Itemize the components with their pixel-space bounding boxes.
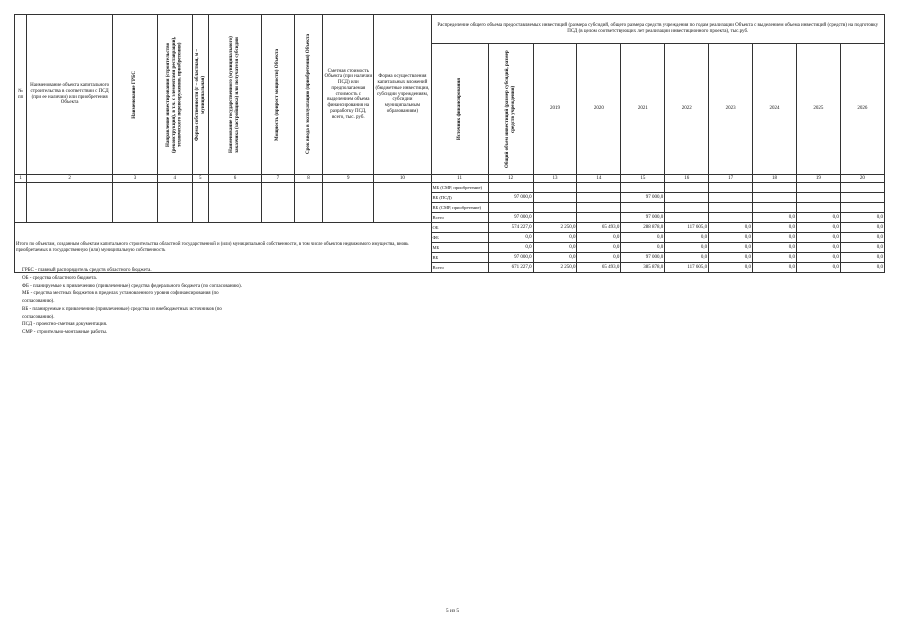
- column-number: 15: [621, 175, 665, 183]
- total-cell: 671 227,0: [488, 263, 533, 273]
- year-cell: [709, 203, 753, 213]
- source-cell: ВБ (ПСД): [431, 193, 488, 203]
- source-cell: ВБ: [431, 253, 488, 263]
- header-customer: Наименование государственного (муниципального) заказчика (застройщика) или получателя субсидии: [208, 15, 261, 175]
- column-number: 4: [157, 175, 192, 183]
- column-number: 12: [488, 175, 533, 183]
- object-form-cell: [374, 183, 431, 223]
- year-cell: [533, 203, 577, 213]
- legend-line: СМР - строительно-монтажные работы.: [22, 330, 108, 335]
- year-cell: 0,0: [621, 243, 665, 253]
- year-cell: [665, 193, 709, 203]
- header-year: 2022: [665, 44, 709, 175]
- object-grbs-cell: [113, 183, 158, 223]
- object-cost-cell: [323, 183, 374, 223]
- object-ownership-cell: [192, 183, 208, 223]
- header-year: 2023: [709, 44, 753, 175]
- header-row-1: [15, 15, 885, 44]
- header-term: Срок ввода в эксплуатацию (приобретения) Объекта: [294, 15, 323, 175]
- header-form: Форма осуществления капитальных вложений (бюджетные инвестиции, субсидии учреждениям, субсидии муниципальным образованиям): [374, 15, 431, 175]
- year-cell: 0,0: [533, 243, 577, 253]
- legend-line: ОБ - средства областного бюджета.: [22, 275, 98, 281]
- year-cell: 0,0: [840, 263, 884, 273]
- year-cell: 385 878,0: [621, 263, 665, 273]
- header-year: 2021: [621, 44, 665, 175]
- year-cell: [533, 183, 577, 193]
- year-cell: [577, 193, 621, 203]
- column-number: 2: [27, 175, 113, 183]
- year-cell: [577, 203, 621, 213]
- column-number: 19: [796, 175, 840, 183]
- year-cell: [709, 193, 753, 203]
- year-cell: [621, 183, 665, 193]
- header-cost: Сметная стоимость Объекта (при наличии ПСД) или предполагаемая стоимость с выделением объема финансирования на разработку ПСД, всего, тыс. руб.: [323, 15, 374, 175]
- year-cell: 97 000,0: [621, 193, 665, 203]
- total-cell: 97 000,0: [488, 253, 533, 263]
- year-cell: 0,0: [533, 233, 577, 243]
- year-cell: 0,0: [840, 213, 884, 223]
- year-cell: 0,0: [753, 223, 797, 233]
- year-cell: [533, 193, 577, 203]
- column-number: 13: [533, 175, 577, 183]
- legend-line: МБ - средства местных бюджетов в пределах установленного уровня софинансирования (по: [22, 291, 219, 297]
- year-cell: 0,0: [621, 233, 665, 243]
- abbreviation-legend: [22, 267, 322, 337]
- year-cell: [577, 183, 621, 193]
- year-cell: 288 878,0: [621, 223, 665, 233]
- header-num: № пп: [15, 15, 27, 175]
- total-cell: 0,0: [488, 243, 533, 253]
- column-number: 10: [374, 175, 431, 183]
- object-capacity-cell: [262, 183, 295, 223]
- header-year: 2019: [533, 44, 577, 175]
- year-cell: [709, 213, 753, 223]
- year-cell: [533, 213, 577, 223]
- object-name-cell: [27, 183, 113, 223]
- year-cell: 0,0: [577, 253, 621, 263]
- column-number: 17: [709, 175, 753, 183]
- year-cell: 0,0: [709, 263, 753, 273]
- header-direction: Направление инвестирования (строительство (реконструкция), в т.ч. с элементами реставрации), технического перевооружения, приобретения): [157, 15, 192, 175]
- year-cell: 0,0: [840, 243, 884, 253]
- source-cell: Всего: [431, 263, 488, 273]
- legend-line: ГРБС - главный распорядитель средств областного бюджета.: [22, 268, 152, 273]
- page-number: 5 из 5: [445, 608, 460, 614]
- year-cell: 0,0: [665, 243, 709, 253]
- legend-line: ВБ - планируемые к привлечению (привлеченные) средства из внебюджетных источников (по: [22, 306, 222, 312]
- year-cell: 2 250,0: [533, 223, 577, 233]
- column-number: 7: [262, 175, 295, 183]
- year-cell: [665, 213, 709, 223]
- year-cell: 0,0: [709, 233, 753, 243]
- header-ownership: Форма собственности (г – областная, м – муниципальная): [192, 15, 208, 175]
- year-cell: 117 605,0: [665, 223, 709, 233]
- year-cell: 0,0: [753, 233, 797, 243]
- header-distribution: Распределение общего объема предоставляемых инвестиций (размера субсидий, общего размера средств учреждения по годам реализации Объекта с выделением объема инвестиций (средств) на подготовку ПСД (в целом соответствующих лет реализации инвестиционного проекта), тыс.руб.: [431, 15, 885, 44]
- year-cell: 0,0: [796, 233, 840, 243]
- column-number: 1: [15, 175, 27, 183]
- year-cell: [840, 203, 884, 213]
- year-cell: [840, 183, 884, 193]
- year-cell: [621, 203, 665, 213]
- column-number: 9: [323, 175, 374, 183]
- year-cell: 0,0: [840, 223, 884, 233]
- object-direction-cell: [157, 183, 192, 223]
- year-cell: 0,0: [796, 243, 840, 253]
- header-source: Источник финансирования: [431, 44, 488, 175]
- column-number: 5: [192, 175, 208, 183]
- year-cell: 0,0: [796, 253, 840, 263]
- year-cell: 0,0: [753, 243, 797, 253]
- year-cell: 0,0: [577, 243, 621, 253]
- year-cell: 0,0: [577, 233, 621, 243]
- header-object-name: Наименование объекта капитального строительства в соответствии с ПСД (при ее наличии) или приобретения Объекта: [27, 15, 113, 175]
- year-cell: 0,0: [709, 223, 753, 233]
- year-cell: [577, 213, 621, 223]
- object-term-cell: [294, 183, 323, 223]
- year-cell: 0,0: [709, 253, 753, 263]
- source-cell: МБ (СМР, приобретение): [431, 183, 488, 193]
- year-cell: 0,0: [753, 253, 797, 263]
- year-cell: 2 250,0: [533, 263, 577, 273]
- column-number: 8: [294, 175, 323, 183]
- header-year: 2020: [577, 44, 621, 175]
- summary-label: Итого по объектам, созданным объектам капитального строительства областной государственной и (или) муниципальной собственности, в том числе объектов недвижимого имущества, вновь приобретаемых в государственную (или) муниципальную собственность: [15, 223, 432, 273]
- year-cell: 0,0: [796, 223, 840, 233]
- header-grbs: Наименование ГРБС: [113, 15, 158, 175]
- total-cell: 97 000,0: [488, 213, 533, 223]
- year-cell: [753, 203, 797, 213]
- header-year: 2025: [796, 44, 840, 175]
- year-cell: [665, 183, 709, 193]
- header-total: Общий объем инвестиций (размер субсидий, размер средств учреждения): [488, 44, 533, 175]
- total-cell: [488, 183, 533, 193]
- column-number-row: [15, 175, 885, 183]
- column-number: 6: [208, 175, 261, 183]
- year-cell: [753, 183, 797, 193]
- year-cell: 0,0: [840, 253, 884, 263]
- source-cell: МБ: [431, 243, 488, 253]
- year-cell: 97 000,0: [621, 213, 665, 223]
- column-number: 3: [113, 175, 158, 183]
- header-year: 2026: [840, 44, 884, 175]
- year-cell: 0,0: [840, 233, 884, 243]
- source-cell: ВБ (СМР, приобретение): [431, 203, 488, 213]
- year-cell: [840, 193, 884, 203]
- year-cell: 65 493,0: [577, 263, 621, 273]
- year-cell: 0,0: [796, 213, 840, 223]
- legend-line: согласованию).: [22, 314, 55, 320]
- year-cell: [709, 183, 753, 193]
- legend-line: ФБ - планируемые к привлечению (привлеченные) средства федерального бюджета (по согласованию).: [22, 283, 242, 289]
- year-cell: 0,0: [665, 253, 709, 263]
- table-row: [15, 223, 885, 233]
- source-cell: ФБ: [431, 233, 488, 243]
- year-cell: 0,0: [665, 233, 709, 243]
- year-cell: [665, 203, 709, 213]
- year-cell: [796, 183, 840, 193]
- legend-line: ПСД - проектно-сметная документация.: [22, 322, 108, 328]
- total-cell: 97 000,0: [488, 193, 533, 203]
- year-cell: 0,0: [709, 243, 753, 253]
- year-cell: 0,0: [753, 213, 797, 223]
- year-cell: [753, 193, 797, 203]
- table-row: [15, 183, 885, 193]
- year-cell: [796, 193, 840, 203]
- year-cell: 65 493,0: [577, 223, 621, 233]
- source-cell: ОБ: [431, 223, 488, 233]
- column-number: 20: [840, 175, 884, 183]
- column-number: 18: [753, 175, 797, 183]
- legend-line: согласованию).: [22, 299, 55, 304]
- investment-table: [14, 14, 885, 273]
- object-num-cell: [15, 183, 27, 223]
- year-cell: 117 605,0: [665, 263, 709, 273]
- year-cell: [796, 203, 840, 213]
- year-cell: 97 000,0: [621, 253, 665, 263]
- total-cell: 574 227,0: [488, 223, 533, 233]
- column-number: 14: [577, 175, 621, 183]
- column-number: 16: [665, 175, 709, 183]
- year-cell: 0,0: [796, 263, 840, 273]
- object-customer-cell: [208, 183, 261, 223]
- header-year: 2024: [753, 44, 797, 175]
- column-number: 11: [431, 175, 488, 183]
- year-cell: 0,0: [533, 253, 577, 263]
- year-cell: 0,0: [753, 263, 797, 273]
- header-capacity: Мощность (прирост мощности) Объекта: [262, 15, 295, 175]
- total-cell: 0,0: [488, 233, 533, 243]
- total-cell: [488, 203, 533, 213]
- source-cell: Всего: [431, 213, 488, 223]
